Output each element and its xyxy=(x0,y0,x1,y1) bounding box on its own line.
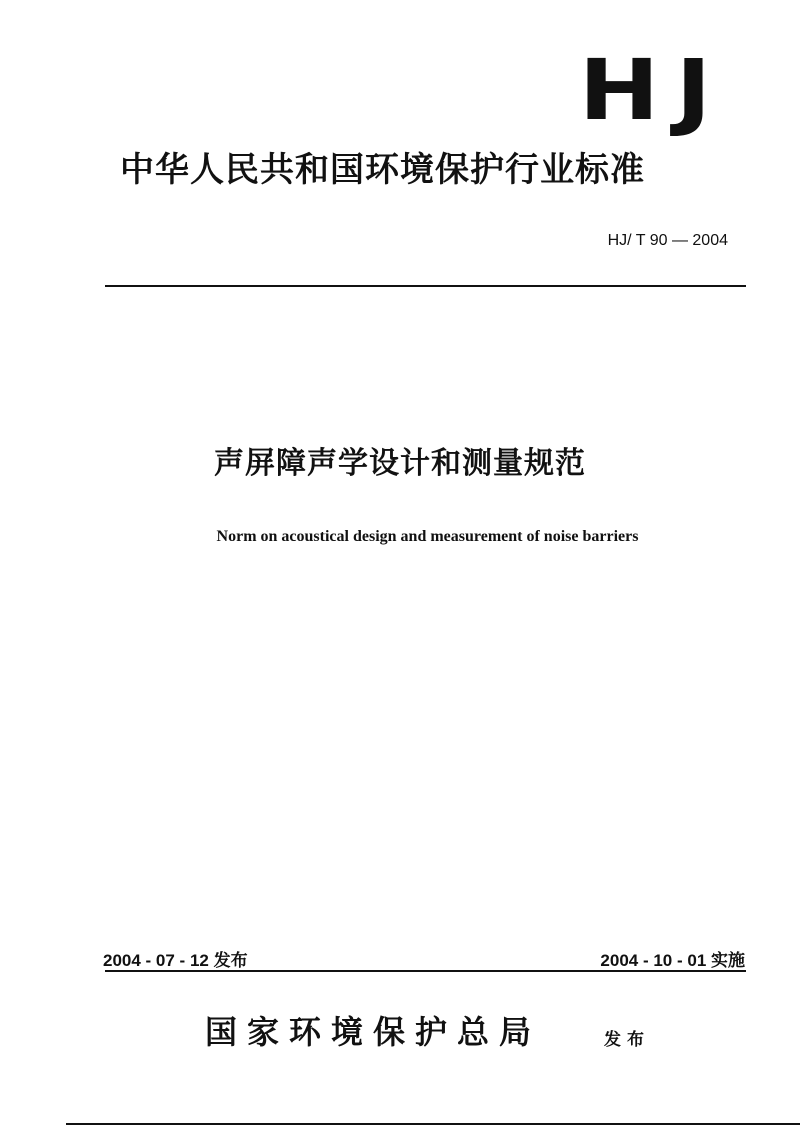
effective-date: 2004 - 10 - 01 实施 xyxy=(600,951,745,970)
document-title-english: Norm on acoustical design and measurement of noise barriers xyxy=(216,528,639,545)
bottom-divider xyxy=(105,970,746,972)
page-bottom-edge-line xyxy=(66,1123,800,1125)
document-title-chinese: 声屏障声学设计和测量规范 xyxy=(214,446,586,481)
issue-date: 2004 - 07 - 12 发布 xyxy=(103,951,248,970)
issuer-action-label: 发布 xyxy=(604,1030,650,1050)
issuing-authority: 国家环境保护总局 xyxy=(205,1013,542,1051)
standard-category-heading: 中华人民共和国环境保护行业标准 xyxy=(120,150,645,190)
top-divider xyxy=(105,285,746,287)
hj-standard-logo: HJ xyxy=(579,41,728,139)
standard-number: HJ/ T 90 — 2004 xyxy=(607,232,728,249)
